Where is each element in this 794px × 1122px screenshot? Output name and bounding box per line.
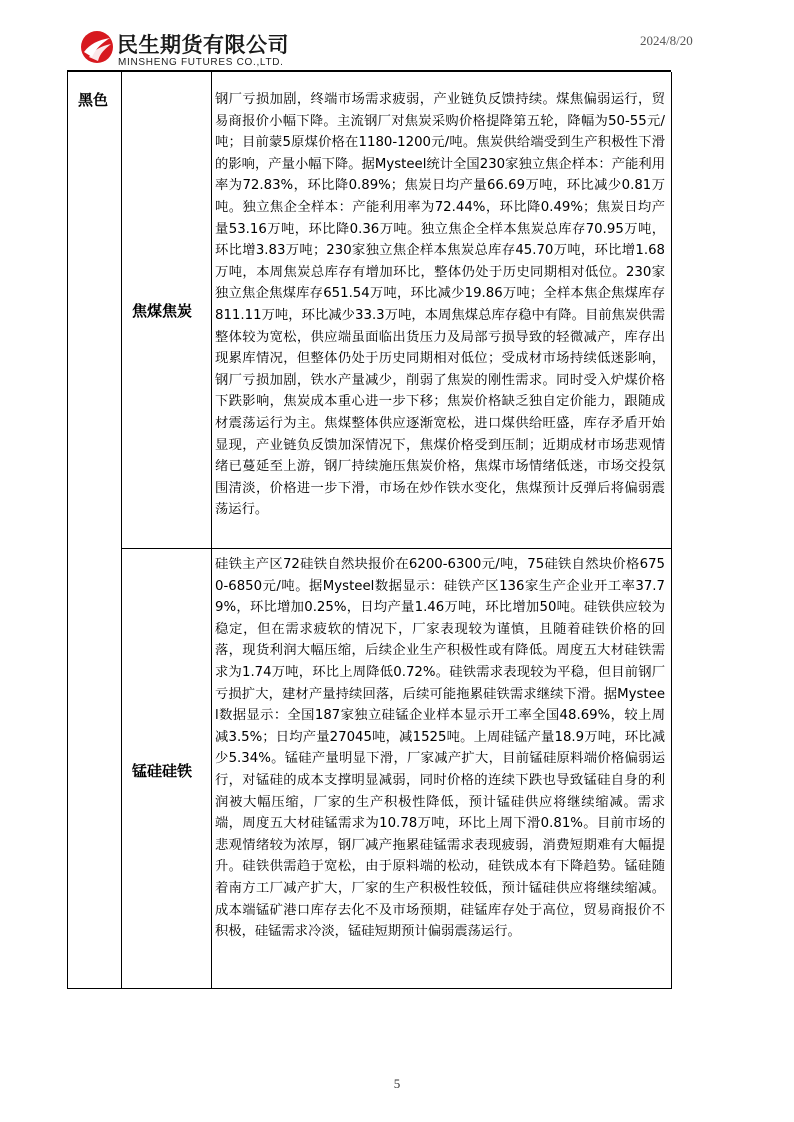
row-divider xyxy=(121,548,671,549)
row-label-ferroalloy: 锰硅硅铁 xyxy=(132,762,193,780)
row-label-coking-coal: 焦煤焦炭 xyxy=(132,302,193,320)
row-text-coking-coal: 钢厂亏损加剧，终端市场需求疲弱，产业链负反馈持续。煤焦偏弱运行，贸易商报价小幅下降。主流钢厂对焦炭采购价格提降第五轮，降幅为50-55元/吨；目前蒙5原煤价格在1180-1200元/吨。焦炭供给端受到生产积极性下滑的影响，产量小幅下降。据Mysteel统计全国230家独立焦企样本：产能利用率为72.83%，环比降0.89%；焦炭日均产量66.69万吨，环比减少0.81万吨。独立焦企全样本：产能利用率为72.44%，环比降0.49%；焦炭日均产量53.16万吨，环比降0.36万吨。独立焦企全样本焦炭总库存70.95万吨，环比增3.83万吨；230家独立焦企样本焦炭总库存45.70万吨，环比增1.68万吨，本周焦炭总库存有增加环比，整体仍处于历史同期相对低位。230家独立焦企焦煤库存651.54万吨，环比减少19.86万吨；全样本焦企焦煤库存811.11万吨，环比减少33.3万吨，本周焦煤总库存稳中有降。目前焦炭供需整体较为宽松，供应端虽面临出货压力及局部亏损导致的轻微减产，库存出现累库情况，但整体仍处于历史同期相对低位；受成材市场持续低迷影响，钢厂亏损加剧，铁水产量减少，削弱了焦炭的刚性需求。同时受入炉煤价格下跌影响，焦炭成本重心进一步下移；焦炭价格缺乏独自定价能力，跟随成材震荡运行为主。焦煤整体供应逐渐宽松，进口煤供给旺盛，库存矛盾开始显现，产业链负反馈加深情况下，焦煤价格受到压制；近期成材市场悲观情绪已蔓延至上游，钢厂持续施压焦炭价格，焦煤市场情绪低迷，市场交投氛围清淡，价格进一步下滑，市场在炒作铁水变化，焦煤预计反弹后将偏弱震荡运行。 xyxy=(215,92,665,518)
page-number: 5 xyxy=(393,1076,401,1091)
column-divider xyxy=(211,72,212,988)
row-text-ferroalloy: 硅铁主产区72硅铁自然块报价在6200-6300元/吨，75硅铁自然块价格6750-6850元/吨。据Mysteel数据显示：硅铁产区136家生产企业开工率37.79%，环比增加0.25%，日均产量1.46万吨，环比增加50吨。硅铁供应较为稳定，但在需求疲软的情况下，厂家表现较为谨慎，且随着硅铁价格的回落，现货利润大幅压缩，后续企业生产积极性或有降低。周度五大材硅铁需求为1.74万吨，环比上周降低0.72%。硅铁需求表现较为平稳，但目前钢厂亏损扩大，建材产量持续回落，后续可能拖累硅铁需求继续下滑。据Mysteel数据显示：全国187家独立硅锰企业样本显示开工率全国48.69%，较上周减3.5%；日均产量27045吨，减1525吨。上周硅锰产量18.9万吨，环比减少5.34%。锰硅产量明显下滑，厂家减产扩大，目前锰硅原料端价格偏弱运行，对锰硅的成本支撑明显减弱，同时价格的连续下跌也导致锰硅自身的利润被大幅压缩，厂家的生产积极性降低，预计锰硅供应将继续缩减。需求端，周度五大材硅锰需求为10.78万吨，环比上周下滑0.81%。目前市场的悲观情绪较为浓厚，钢厂减产拖累硅锰需求表现疲弱，消费短期难有大幅提升。硅铁供需趋于宽松，由于原料端的松动，硅铁成本有下降趋势。锰硅随着南方工厂减产扩大，厂家的生产积极性较低，预计锰硅供应将继续缩减。成本端锰矿港口库存去化不及市场预期，硅锰库存处于高位，贸易商报价不积极，硅锰需求冷淡，锰硅短期预计偏弱震荡运行。 xyxy=(215,557,665,940)
column-divider xyxy=(121,72,122,988)
brand-name-en: MINSHENG FUTURES CO.,LTD. xyxy=(118,57,284,68)
page-header xyxy=(0,0,794,72)
brand-name-cn: 民生期货有限公司 xyxy=(117,33,289,57)
minsheng-logo-icon xyxy=(80,30,114,64)
report-date: 2024/8/20 xyxy=(640,33,693,48)
commodity-table xyxy=(67,72,672,989)
category-label: 黑色 xyxy=(78,91,109,109)
